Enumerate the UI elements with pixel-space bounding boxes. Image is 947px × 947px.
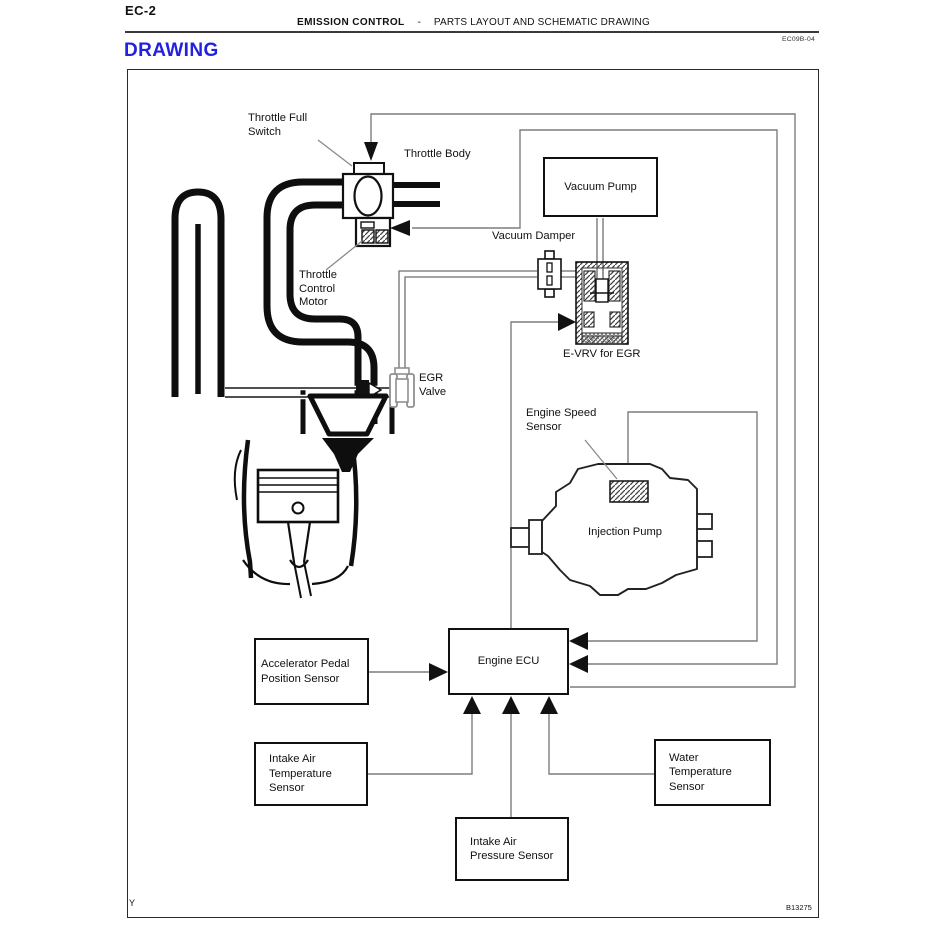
- doc-code: EC09B-04: [782, 36, 815, 43]
- vacuum-damper-part: [538, 251, 561, 297]
- header-section: EMISSION CONTROL: [297, 17, 405, 28]
- engine-speed-sensor-part: [610, 481, 648, 502]
- arrow-to-throttle-body: [364, 142, 378, 161]
- arrow-from-water-sensor: [540, 696, 558, 714]
- arrow-from-pressure-sensor: [502, 696, 520, 714]
- vacuum-damper-label: Vacuum Damper: [492, 230, 576, 242]
- arrow-to-ecu-2: [569, 655, 588, 673]
- header-title: PARTS LAYOUT AND SCHEMATIC DRAWING: [433, 17, 650, 28]
- cylinder-piston-art: [258, 396, 386, 598]
- arrow-to-ecu-1: [569, 632, 588, 650]
- throttle-body-assembly: [343, 163, 440, 246]
- engine-ecu-label: Engine ECU: [477, 655, 540, 668]
- signal-wires: [368, 114, 795, 817]
- figure-code: B13275: [786, 903, 812, 912]
- header-separator: -: [417, 17, 421, 28]
- vacuum-pump-box: [543, 157, 658, 217]
- throttle-plate: [355, 177, 382, 216]
- page-code: EC-2: [125, 3, 157, 18]
- intake-valve: [322, 438, 374, 472]
- accelerator-pedal-position-sensor-box: Accelerator Pedal Position Sensor: [254, 638, 369, 705]
- injection-pump-label: Injection Pump: [588, 526, 663, 538]
- e-vrv-label: E-VRV for EGR: [563, 348, 641, 360]
- throttle-full-switch-label: Throttle Full Switch: [248, 112, 308, 138]
- throttle-body-label: Throttle Body: [404, 148, 471, 160]
- arrow-to-throttle-motor: [390, 220, 410, 236]
- engine-speed-sensor-label: Engine Speed Sensor: [526, 407, 597, 433]
- e-vrv-part: [576, 262, 628, 344]
- arrow-from-pedal-sensor: [429, 663, 448, 681]
- water-temperature-sensor-box: Water Temperature Sensor: [654, 739, 771, 806]
- throttle-control-motor-label: Throttle Control Motor: [299, 269, 337, 309]
- arrow-to-evrv: [558, 313, 576, 331]
- intake-air-temperature-sensor-box: Intake Air Temperature Sensor: [254, 742, 368, 806]
- intake-air-pressure-sensor-box: Intake Air Pressure Sensor: [455, 817, 569, 881]
- arrow-from-iat-sensor: [463, 696, 481, 714]
- footer-mark: Y: [129, 898, 136, 908]
- vacuum-pump-label: Vacuum Pump: [564, 180, 637, 193]
- engine-ecu-box: [448, 628, 569, 695]
- egr-valve-label: EGR Valve: [419, 372, 447, 398]
- egr-valve-part: [390, 368, 414, 407]
- drawing-title: DRAWING: [124, 40, 219, 61]
- throttle-full-switch-part: [354, 163, 384, 174]
- intake-port: [310, 396, 386, 434]
